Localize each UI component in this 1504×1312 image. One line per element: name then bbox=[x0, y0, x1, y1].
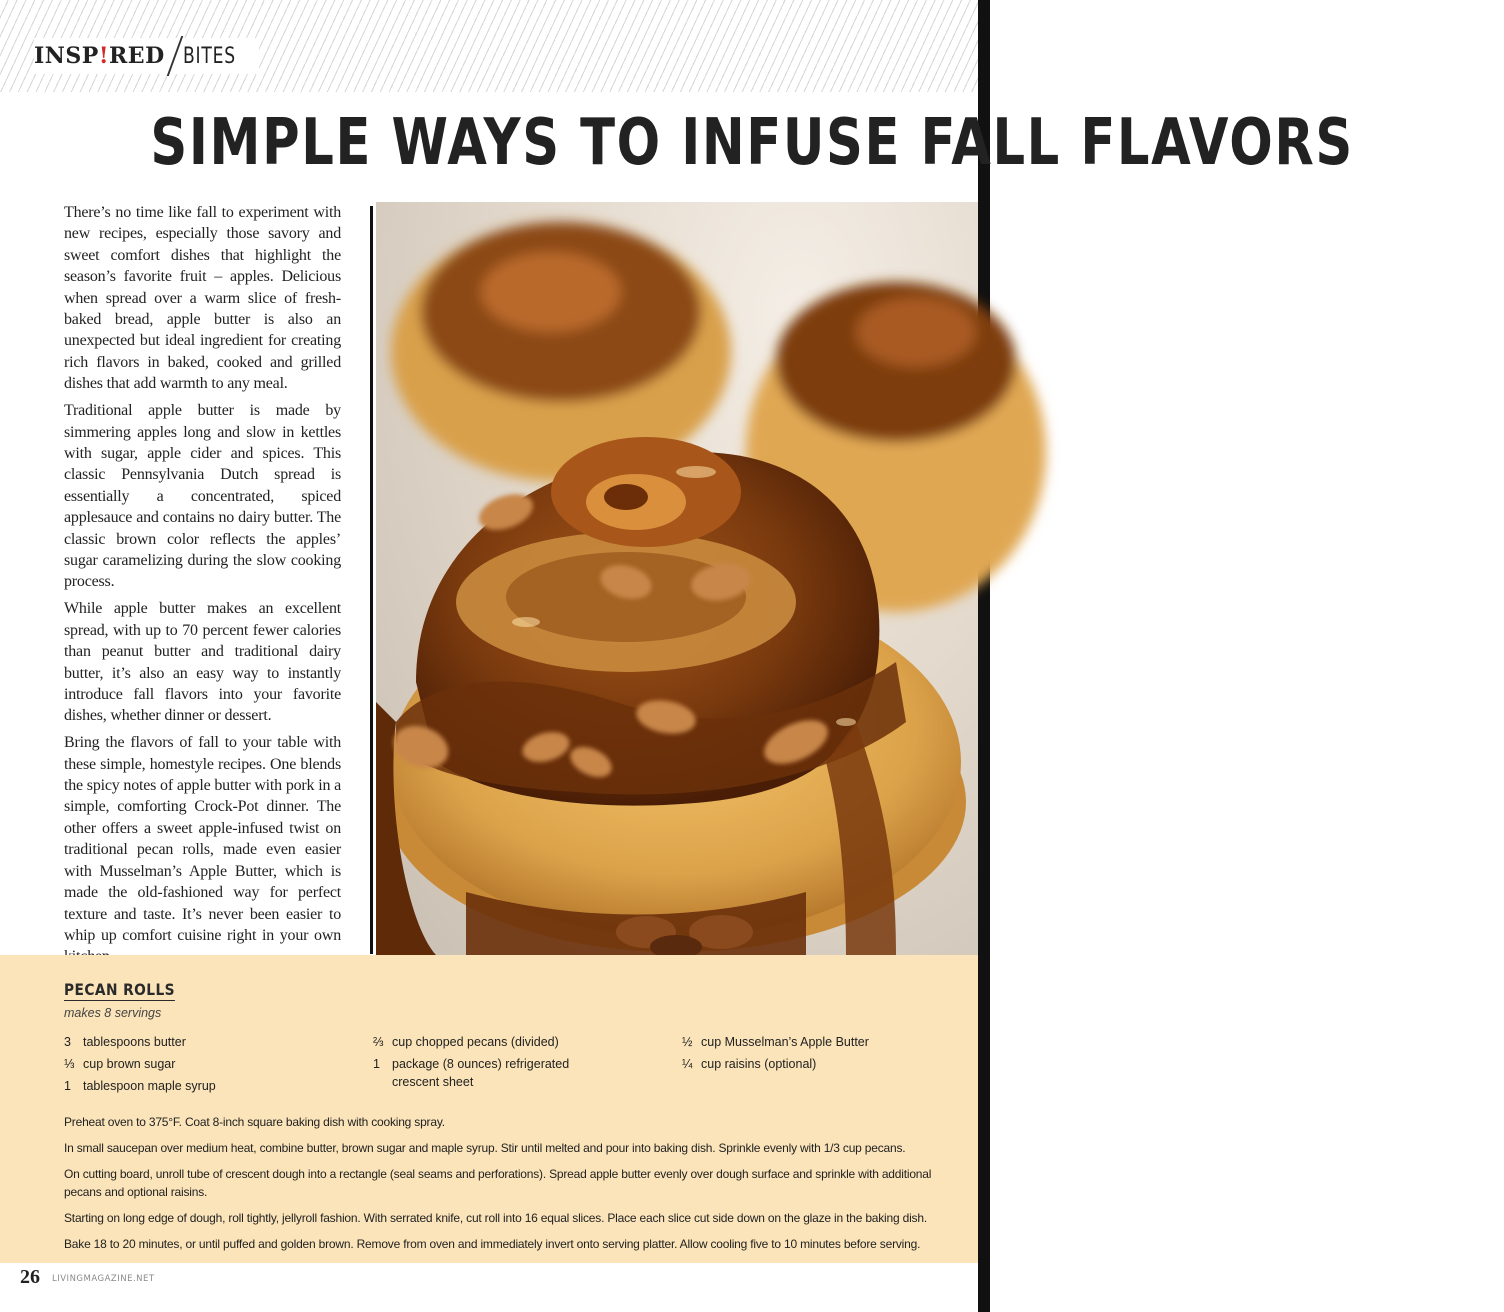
recipe-step: Preheat oven to 375°F. Coat 8-inch square baking dish with cooking spray. bbox=[64, 1115, 445, 1129]
ingredient-text: cup Musselman’s Apple Butter bbox=[701, 1035, 869, 1049]
brand-divider bbox=[166, 36, 183, 76]
pecan-roll-photo bbox=[376, 202, 978, 955]
ingredient-item bbox=[64, 1075, 344, 1097]
ingredients-column-3 bbox=[682, 1031, 962, 1075]
recipe-step: Starting on long edge of dough, roll tightly, jellyroll fashion. With serrated knife, cut roll into 16 equal slices. Place each slice cut side down on the glaze in the baking dish. bbox=[64, 1211, 927, 1225]
ingredient-qty: 1 bbox=[373, 1057, 380, 1071]
ingredient-item bbox=[373, 1031, 653, 1053]
ingredient-qty: ½ bbox=[682, 1035, 693, 1049]
ingredient-qty: ¼ bbox=[682, 1057, 693, 1071]
recipe-step: Bake 18 to 20 minutes, or until puffed and golden brown. Remove from oven and immediately invert onto serving platter. Allow cooling five to 10 minutes before serving. bbox=[64, 1237, 921, 1251]
column-rule bbox=[370, 206, 373, 954]
ingredients-column-1 bbox=[64, 1031, 344, 1097]
ingredient-text: tablespoon maple syrup bbox=[83, 1079, 216, 1093]
ingredient-text: cup brown sugar bbox=[83, 1057, 176, 1071]
ingredient-qty: ⅓ bbox=[64, 1057, 75, 1071]
article-paragraph: There’s no time like fall to experiment with new recipes, especially those savory and sweet comfort dishes that highlight the season’s favorite fruit – apples. Delicious when spread over a warm slice of fresh-baked bread, apple butter is also an unexpected but ideal ingredient for creating rich flavors in baked, cooked and grilled dishes that add warmth to any meal. bbox=[64, 204, 341, 393]
recipe-title: PECAN ROLLS bbox=[64, 980, 176, 999]
page-edge-bar bbox=[978, 0, 990, 1312]
ingredient-qty: 1 bbox=[64, 1079, 71, 1093]
article-paragraph: While apple butter makes an excellent spread, with up to 70 percent fewer calories than peanut butter and traditional dairy butter, it’s also an easy way to instantly introduce fall flavors into your favorite dishes, whether dinner or dessert. bbox=[64, 600, 341, 725]
article-body bbox=[64, 202, 341, 973]
page-title: SIMPLE WAYS TO INFUSE FALL FLAVORS bbox=[150, 106, 1354, 180]
ingredient-item bbox=[64, 1053, 344, 1075]
ingredient-text: cup chopped pecans (divided) bbox=[392, 1035, 559, 1049]
page-number: 26 bbox=[20, 1266, 40, 1288]
section-brand bbox=[34, 38, 259, 74]
footer-site: LIVINGMAGAZINE.NET bbox=[52, 1274, 155, 1284]
article-paragraph: Bring the flavors of fall to your table with these simple, homestyle recipes. One blends the spicy notes of apple butter with pork in a simple, comforting Crock-Pot dinner. The other offers a sweet apple-infused twist on traditional pecan rolls, made even easier with Musselman’s Apple Butter, which is made the old-fashioned way for perfect texture and taste. It’s never been easier to whip up comfort cuisine right in your own bbox=[64, 734, 341, 944]
ingredient-text: tablespoons butter bbox=[83, 1035, 186, 1049]
recipe-steps bbox=[64, 1113, 964, 1261]
ingredient-item bbox=[373, 1053, 653, 1091]
brand-inspired: INSP!RED bbox=[34, 43, 165, 69]
brand-bites: BITES bbox=[182, 43, 236, 69]
ingredient-qty: ⅔ bbox=[373, 1035, 384, 1049]
recipe-step: In small saucepan over medium heat, combine butter, brown sugar and maple syrup. Stir until melted and pour into baking dish. Sprinkle evenly with 1/3 cup pecans. bbox=[64, 1141, 906, 1155]
recipe-step: On cutting board, unroll tube of crescent dough into a rectangle (seal seams and perforations). Spread apple butter evenly over dough surface and sprinkle with additional pecans and optional raisins. bbox=[64, 1167, 932, 1199]
recipe-yield: makes 8 servings bbox=[64, 1006, 162, 1020]
ingredients-column-2 bbox=[373, 1031, 653, 1091]
ingredient-item bbox=[64, 1031, 344, 1053]
ingredient-text: package (8 ounces) refrigerated crescent sheet bbox=[392, 1057, 570, 1089]
ingredient-text: cup raisins (optional) bbox=[701, 1057, 817, 1071]
ingredient-item bbox=[682, 1031, 962, 1053]
ingredient-item bbox=[682, 1053, 962, 1075]
ingredient-qty: 3 bbox=[64, 1035, 71, 1049]
article-paragraph: Traditional apple butter is made by simmering apples long and slow in kettles with sugar, apple cider and spices. This classic Pennsylvania Dutch spread is essentially a concentrated, spiced applesauce and contains no dairy butter. The classic brown color reflects the apples’ sugar caramelizing during the slow cooking process. bbox=[64, 402, 341, 591]
